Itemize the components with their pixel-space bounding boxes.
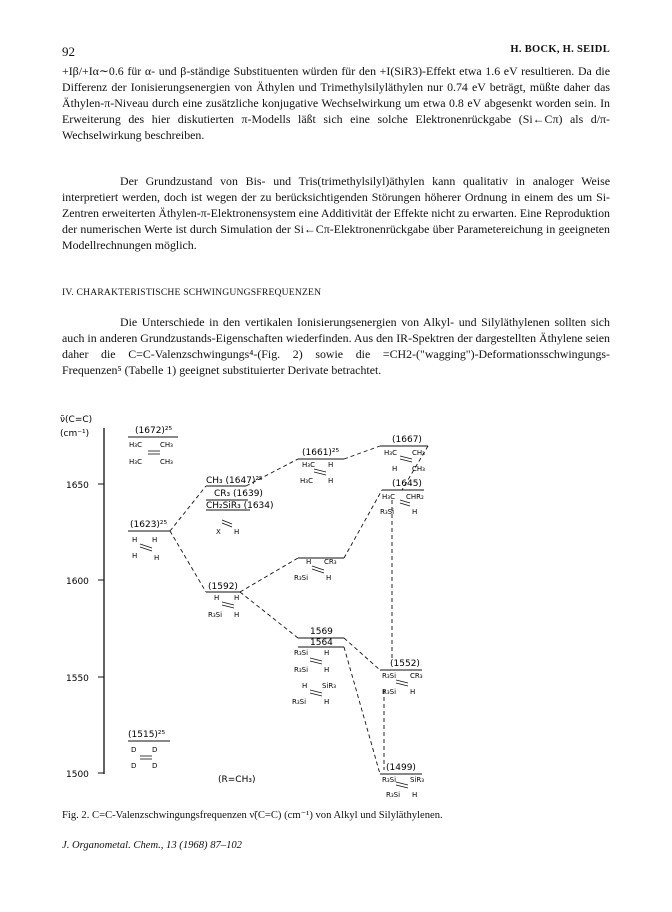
substituent-label: H bbox=[214, 594, 220, 602]
tick-label-1600: 1600 bbox=[66, 577, 89, 587]
substituent-label: H bbox=[410, 688, 416, 696]
label-1639: CR₃ (1639) bbox=[214, 489, 263, 499]
paragraph-1: +Iβ/+Iα∼0.6 für α- und β-ständige Substituenten würden für den +I(SiR3)-Effekt etwa 1.6 eV resultieren. Da die Differenz der Ionisierungsenergien von Äthylen und Trimethylsilyläthylen nur 0.74 eV beträgt, müßte daher das Äthylen-π-Niveau durch eine zusätzliche konjugative Wechselwirkung um etwa 0.8 eV abgesenkt worden sein. In Erweiterung des hier diskutierten π-Modells läßt sich eine solche Elektronenrückgabe (Si←Cπ) als d/π-Wechselwirkung beschreiben. bbox=[62, 64, 610, 142]
substituent-label: CHR₂ bbox=[406, 493, 424, 501]
level-lines bbox=[128, 437, 428, 774]
substituent-label: H bbox=[324, 698, 330, 706]
substituent-label: H bbox=[154, 554, 160, 562]
substituent-label: H bbox=[234, 611, 240, 619]
substituent-label: H bbox=[306, 558, 312, 566]
substituent-label: SiR₃ bbox=[322, 682, 337, 690]
substituent-label: H bbox=[132, 552, 138, 560]
substituent-label: H₃C bbox=[129, 458, 142, 466]
label-1672: (1672)²⁵ bbox=[135, 426, 173, 436]
substituent-label: X bbox=[216, 528, 221, 536]
substituent-label: H₃C bbox=[302, 461, 315, 469]
substituent-label: CH₃ bbox=[412, 449, 425, 457]
substituent-label: H bbox=[412, 508, 418, 516]
substituent-label: H bbox=[328, 461, 334, 469]
substituent-label: H bbox=[324, 666, 330, 674]
substituent-label: CR₃ bbox=[410, 672, 423, 680]
substituent-label: H bbox=[234, 594, 240, 602]
substituent-label: H bbox=[152, 536, 158, 544]
substituent-label: R₃Si bbox=[208, 611, 223, 619]
section-heading: IV. CHARAKTERISTISCHE SCHWINGUNGSFREQUENZEN bbox=[62, 287, 322, 298]
axis-unit: (cm⁻¹) bbox=[60, 429, 90, 439]
label-1499: (1499) bbox=[386, 763, 416, 773]
substituent-label: CH₃ bbox=[160, 458, 173, 466]
substituent-label: H bbox=[302, 682, 308, 690]
substituent-label: H₃C bbox=[382, 493, 395, 501]
label-1569: 1569 bbox=[310, 627, 333, 637]
substituent-label: R₃Si bbox=[386, 791, 401, 799]
substituent-label: H₃C bbox=[129, 441, 142, 449]
tick-label-1650: 1650 bbox=[66, 481, 89, 491]
substituent-label: H bbox=[326, 574, 332, 582]
figure-note: (R=CH₃) bbox=[218, 775, 256, 785]
substituent-label: CH₃ bbox=[160, 441, 173, 449]
substituent-label: D bbox=[152, 762, 158, 770]
figure-caption: Fig. 2. C=C-Valenzschwingungsfrequenzen ν̃(C=C) (cm⁻¹) von Alkyl und Silyläthylenen. bbox=[62, 810, 443, 821]
label-1645: (1645) bbox=[392, 479, 422, 489]
label-1552: (1552) bbox=[390, 659, 420, 669]
label-1667: (1667) bbox=[392, 435, 422, 445]
substituent-label: R₃Si bbox=[380, 508, 395, 516]
label-1515: (1515)²⁵ bbox=[128, 730, 166, 740]
substituent-label: CR₃ bbox=[324, 558, 337, 566]
label-1564: 1564 bbox=[310, 638, 333, 648]
paragraph-2: Der Grundzustand von Bis- und Tris(trimethylsilyl)äthylen kann qualitativ in analoger Weise interpretiert werden, doch ist wegen der zu berücksichtigenden Störungen höherer Ordnung in einem des um Si-Zentren erweiterten Äthylen-π-Elektronensystem eine Additivität der Effekte nicht zu erwarten. Eine Reproduktion der numerischen Werte ist durch Simulation der Si←Cπ-Elektronenrückgabe über Parametereichung in geeigneten Modellrechnungen möglich. bbox=[62, 174, 610, 252]
substituent-label: H bbox=[412, 791, 418, 799]
substituent-label: R₃Si bbox=[294, 574, 309, 582]
label-1623: (1623)²⁵ bbox=[130, 520, 168, 530]
label-1592: (1592) bbox=[208, 582, 238, 592]
substituent-label: R₃Si bbox=[292, 698, 307, 706]
page-number: 92 bbox=[62, 44, 75, 59]
substituent-label: R₃Si bbox=[382, 672, 397, 680]
label-1647: CH₃ (1647)²⁵ bbox=[206, 476, 263, 486]
tick-label-1550: 1550 bbox=[66, 674, 89, 684]
substituent-label: D bbox=[152, 746, 158, 754]
substituent-label: H₃C bbox=[384, 449, 397, 457]
substituent-label: R₃Si bbox=[382, 776, 397, 784]
substituent-label: CH₃ bbox=[412, 465, 425, 473]
substituent-label: R₃Si bbox=[294, 649, 309, 657]
label-1634: CH₂SiR₃ (1634) bbox=[206, 501, 274, 511]
paragraph-3: Die Unterschiede in den vertikalen Ionisierungsenergien von Alkyl- und Silyläthylenen sollten sich auch in anderen Grundzustands-Eigenschaften wiederfinden. Aus den IR-Spektren der dargestellten Äthylene seien daher die C=C-Valenzschwingungs⁴-(Fig. 2) sowie die =CH2-("wagging")-Deformationsschwingungs-Frequenzen⁵ (Tabelle 1) geeignet substituierter Derivate betrachtet. bbox=[62, 315, 610, 377]
structure-bonds bbox=[140, 451, 412, 788]
substituent-label: H bbox=[392, 465, 398, 473]
substituent-label: H bbox=[328, 477, 334, 485]
axis-label: ν̃(C=C) bbox=[60, 415, 93, 425]
substituent-label: D bbox=[131, 746, 137, 754]
substituent-label: H bbox=[324, 649, 330, 657]
substituent-label: H₃C bbox=[300, 477, 313, 485]
substituent-label: R₃Si bbox=[294, 666, 309, 674]
structure-labels bbox=[129, 441, 425, 799]
substituent-label: SiR₃ bbox=[410, 776, 425, 784]
label-1661: (1661)²⁵ bbox=[302, 448, 340, 458]
running-head: H. BOCK, H. SEIDL bbox=[510, 44, 610, 55]
tick-label-1500: 1500 bbox=[66, 770, 89, 780]
substituent-label: D bbox=[131, 762, 137, 770]
journal-reference: J. Organometal. Chem., 13 (1968) 87–102 bbox=[62, 840, 242, 851]
substituent-label: R₃Si bbox=[382, 688, 397, 696]
substituent-label: H bbox=[132, 536, 138, 544]
substituent-label: H bbox=[234, 528, 240, 536]
